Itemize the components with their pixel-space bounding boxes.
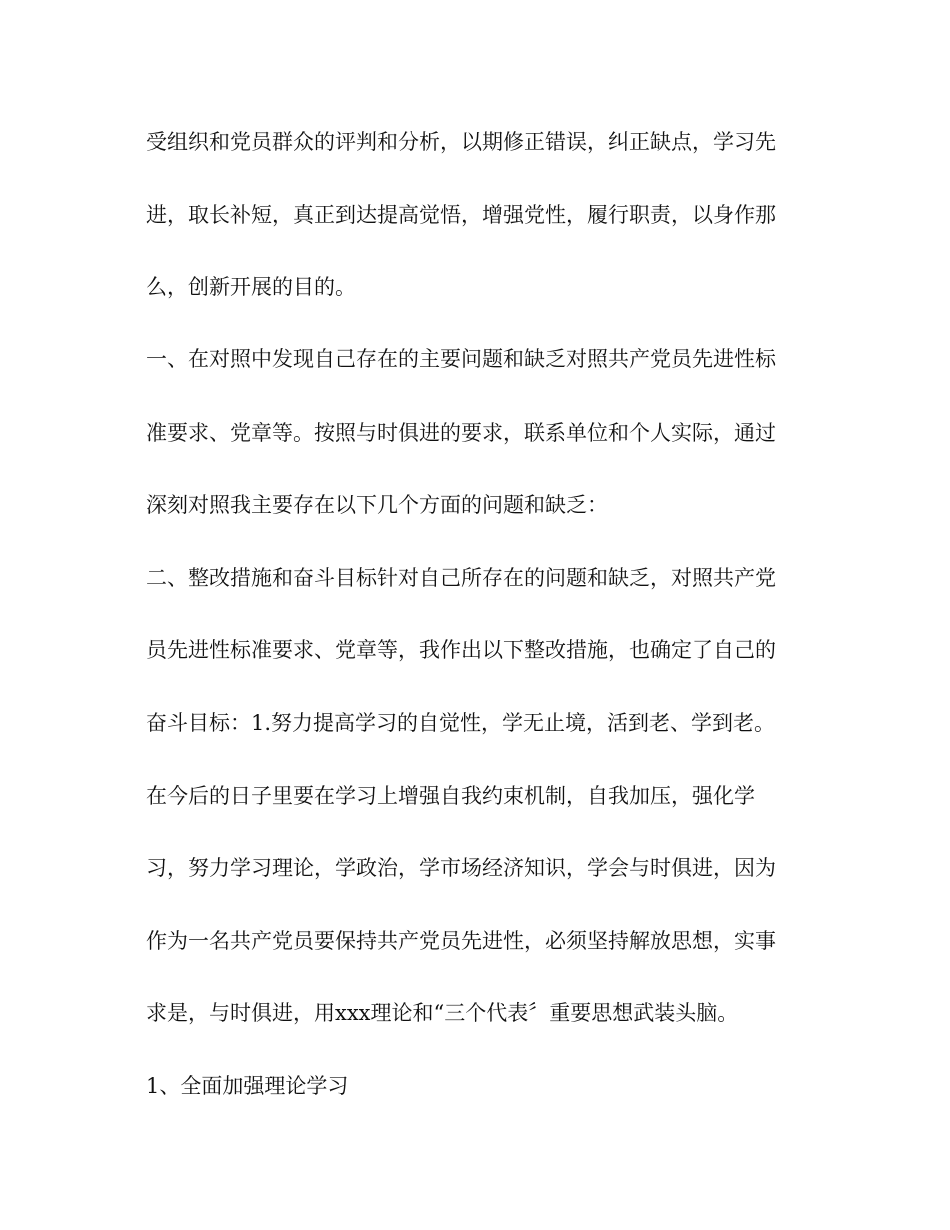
text-line: 作为一名共产党员要保持共产党员先进性，必须坚持解放思想，实事 [146,929,776,953]
text-line: 准要求、党章等。按照与时俱进的要求，联系单位和个人实际，通过 [146,421,776,445]
section-heading-line: 一、在对照中发现自己存在的主要问题和缺乏对照共产党员先进性标 [146,347,776,371]
text-line: 进，取长补短，真正到达提高觉悟，增强党性，履行职责，以身作那 [146,203,776,227]
text-line: 习，努力学习理论，学政治，学市场经济知识，学会与时俱进，因为 [146,856,776,880]
subheading-line: 1、全面加强理论学习 [146,1074,349,1098]
text-line: 奋斗目标：1.努力提高学习的自觉性，学无止境，活到老、学到老。 [146,711,776,735]
text-line: 在今后的日子里要在学习上增强自我约束机制，自我加压，强化学 [146,784,755,808]
text-line: 员先进性标准要求、党章等，我作出以下整改措施，也确定了自己的 [146,638,776,662]
text-line: 深刻对照我主要存在以下几个方面的问题和缺乏： [146,493,608,517]
text-line: 么，创新开展的目的。 [146,275,356,299]
text-line: 受组织和党员群众的评判和分析，以期修正错误，纠正缺点，学习先 [146,130,776,154]
section-heading-line: 二、整改措施和奋斗目标针对自己所存在的问题和缺乏，对照共产党 [146,566,776,590]
text-line: 求是，与时俱进，用xxx理论和“三个代表〞重要思想武装头脑。 [146,1001,739,1025]
